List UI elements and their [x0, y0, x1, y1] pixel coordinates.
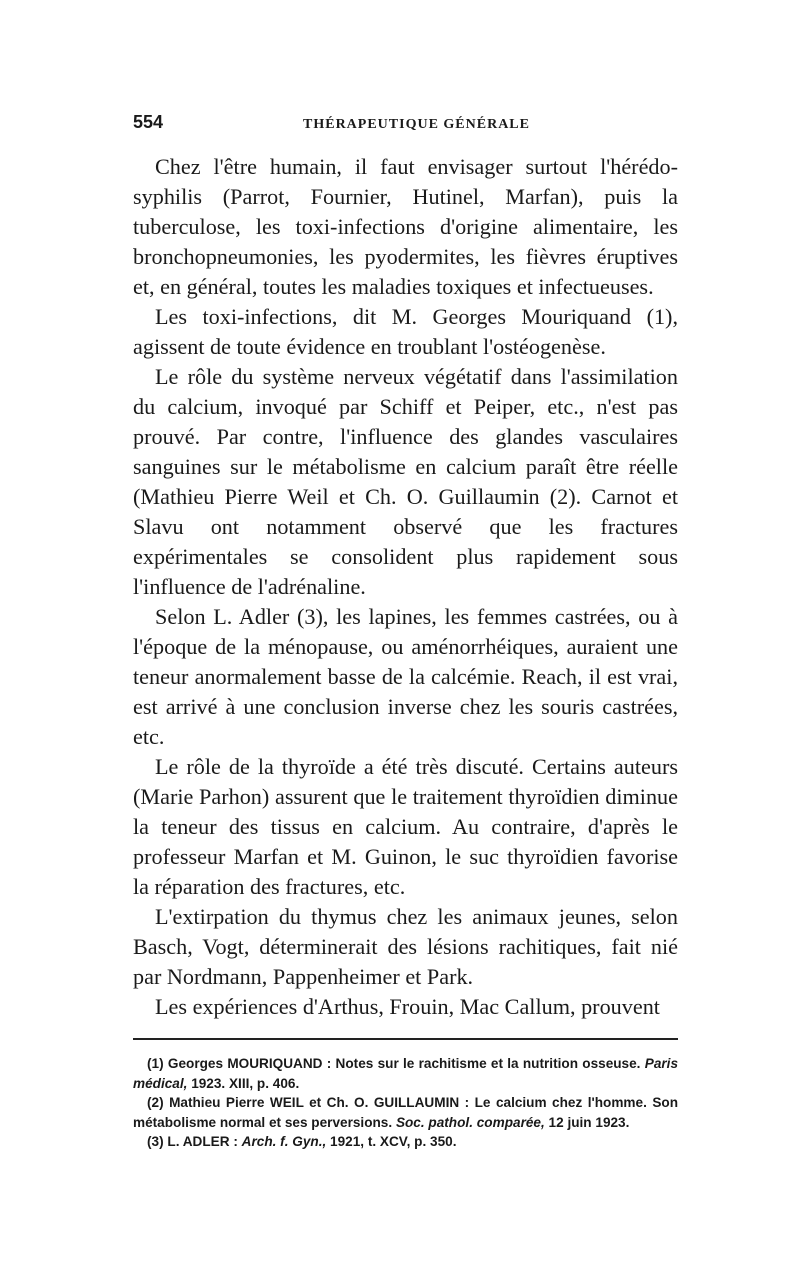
paragraph: Le rôle de la thyroïde a été très discuté. Certains auteurs (Marie Parhon) assurent que le traitement thyroïdien diminue la teneur des tissus en calcium. Au contraire, d'après le professeur Marfan et M. Guinon, le suc thyroïdien favorise la réparation des fractures, etc.	[133, 754, 678, 899]
book-page	[133, 112, 678, 1152]
running-head: THÉRAPEUTIQUE GÉNÉRALE	[303, 117, 530, 132]
paragraph: Chez l'être humain, il faut envisager surtout l'hérédo-syphilis (Parrot, Fournier, Hutinel, Marfan), puis la tuberculose, les toxi-infections d'origine alimentaire, les bronchopneumonies, les pyodermites, les fièvres éruptives et, en général, toutes les maladies toxiques et infectueuses.	[133, 154, 678, 299]
page-number: 554	[133, 112, 164, 132]
paragraph: Le rôle du système nerveux végétatif dans l'assimilation du calcium, invoqué par Schiff et Peiper, etc., n'est pas prouvé. Par contre, l'influence des glandes vasculaires sanguines sur le métabolisme en calcium paraît être réelle (Mathieu Pierre Weil et Ch. O. Guillaumin (2). Carnot et Slavu ont notamment observé que les fractures expérimentales se consolident plus rapidement sous l'influence de l'adrénaline.	[133, 364, 678, 599]
footnote-text: (1) Georges MOURIQUAND : Notes sur le rachitisme et la nutrition osseuse.	[147, 1056, 641, 1071]
footnote-3	[133, 1132, 678, 1152]
paragraph: Les expériences d'Arthus, Frouin, Mac Callum, prouvent	[155, 994, 660, 1019]
footnote-journal: Paris médical,	[133, 1056, 679, 1091]
paragraph: Selon L. Adler (3), les lapines, les femmes castrées, ou à l'époque de la ménopause, ou aménorrhéiques, auraient une teneur anormalement basse de la calcémie. Reach, il est vrai, est arrivé à une conclusion inverse chez les souris castrées, etc.	[133, 604, 678, 749]
footnote-reference: 12 juin 1923.	[548, 1114, 630, 1130]
footnotes	[133, 1054, 678, 1152]
body-text	[133, 152, 678, 1022]
paragraph: L'extirpation du thymus chez les animaux jeunes, selon Basch, Vogt, déterminerait des lésions rachitiques, fait nié par Nordmann, Pappenheimer et Park.	[133, 904, 678, 989]
footnote-1	[133, 1054, 678, 1093]
footnote-journal: Soc. pathol. comparée,	[395, 1114, 545, 1130]
footnote-2	[133, 1093, 678, 1132]
footnote-reference: 1923. XIII, p. 406.	[191, 1075, 300, 1091]
footnote-journal: Arch. f. Gyn.,	[241, 1134, 327, 1149]
footnote-text: (2) Mathieu Pierre WEIL et Ch. O. GUILLAUMIN : Le calcium chez l'homme. Son métabolisme normal et ses perversions.	[133, 1095, 678, 1130]
footnote-text: (3) L. ADLER :	[147, 1134, 238, 1149]
paragraph: Les toxi-infections, dit M. Georges Mouriquand (1), agissent de toute évidence en troublant l'ostéogenèse.	[133, 304, 678, 359]
page-header	[133, 112, 678, 142]
footnote-divider	[133, 1038, 678, 1040]
footnote-reference: 1921, t. XCV, p. 350.	[330, 1134, 457, 1149]
